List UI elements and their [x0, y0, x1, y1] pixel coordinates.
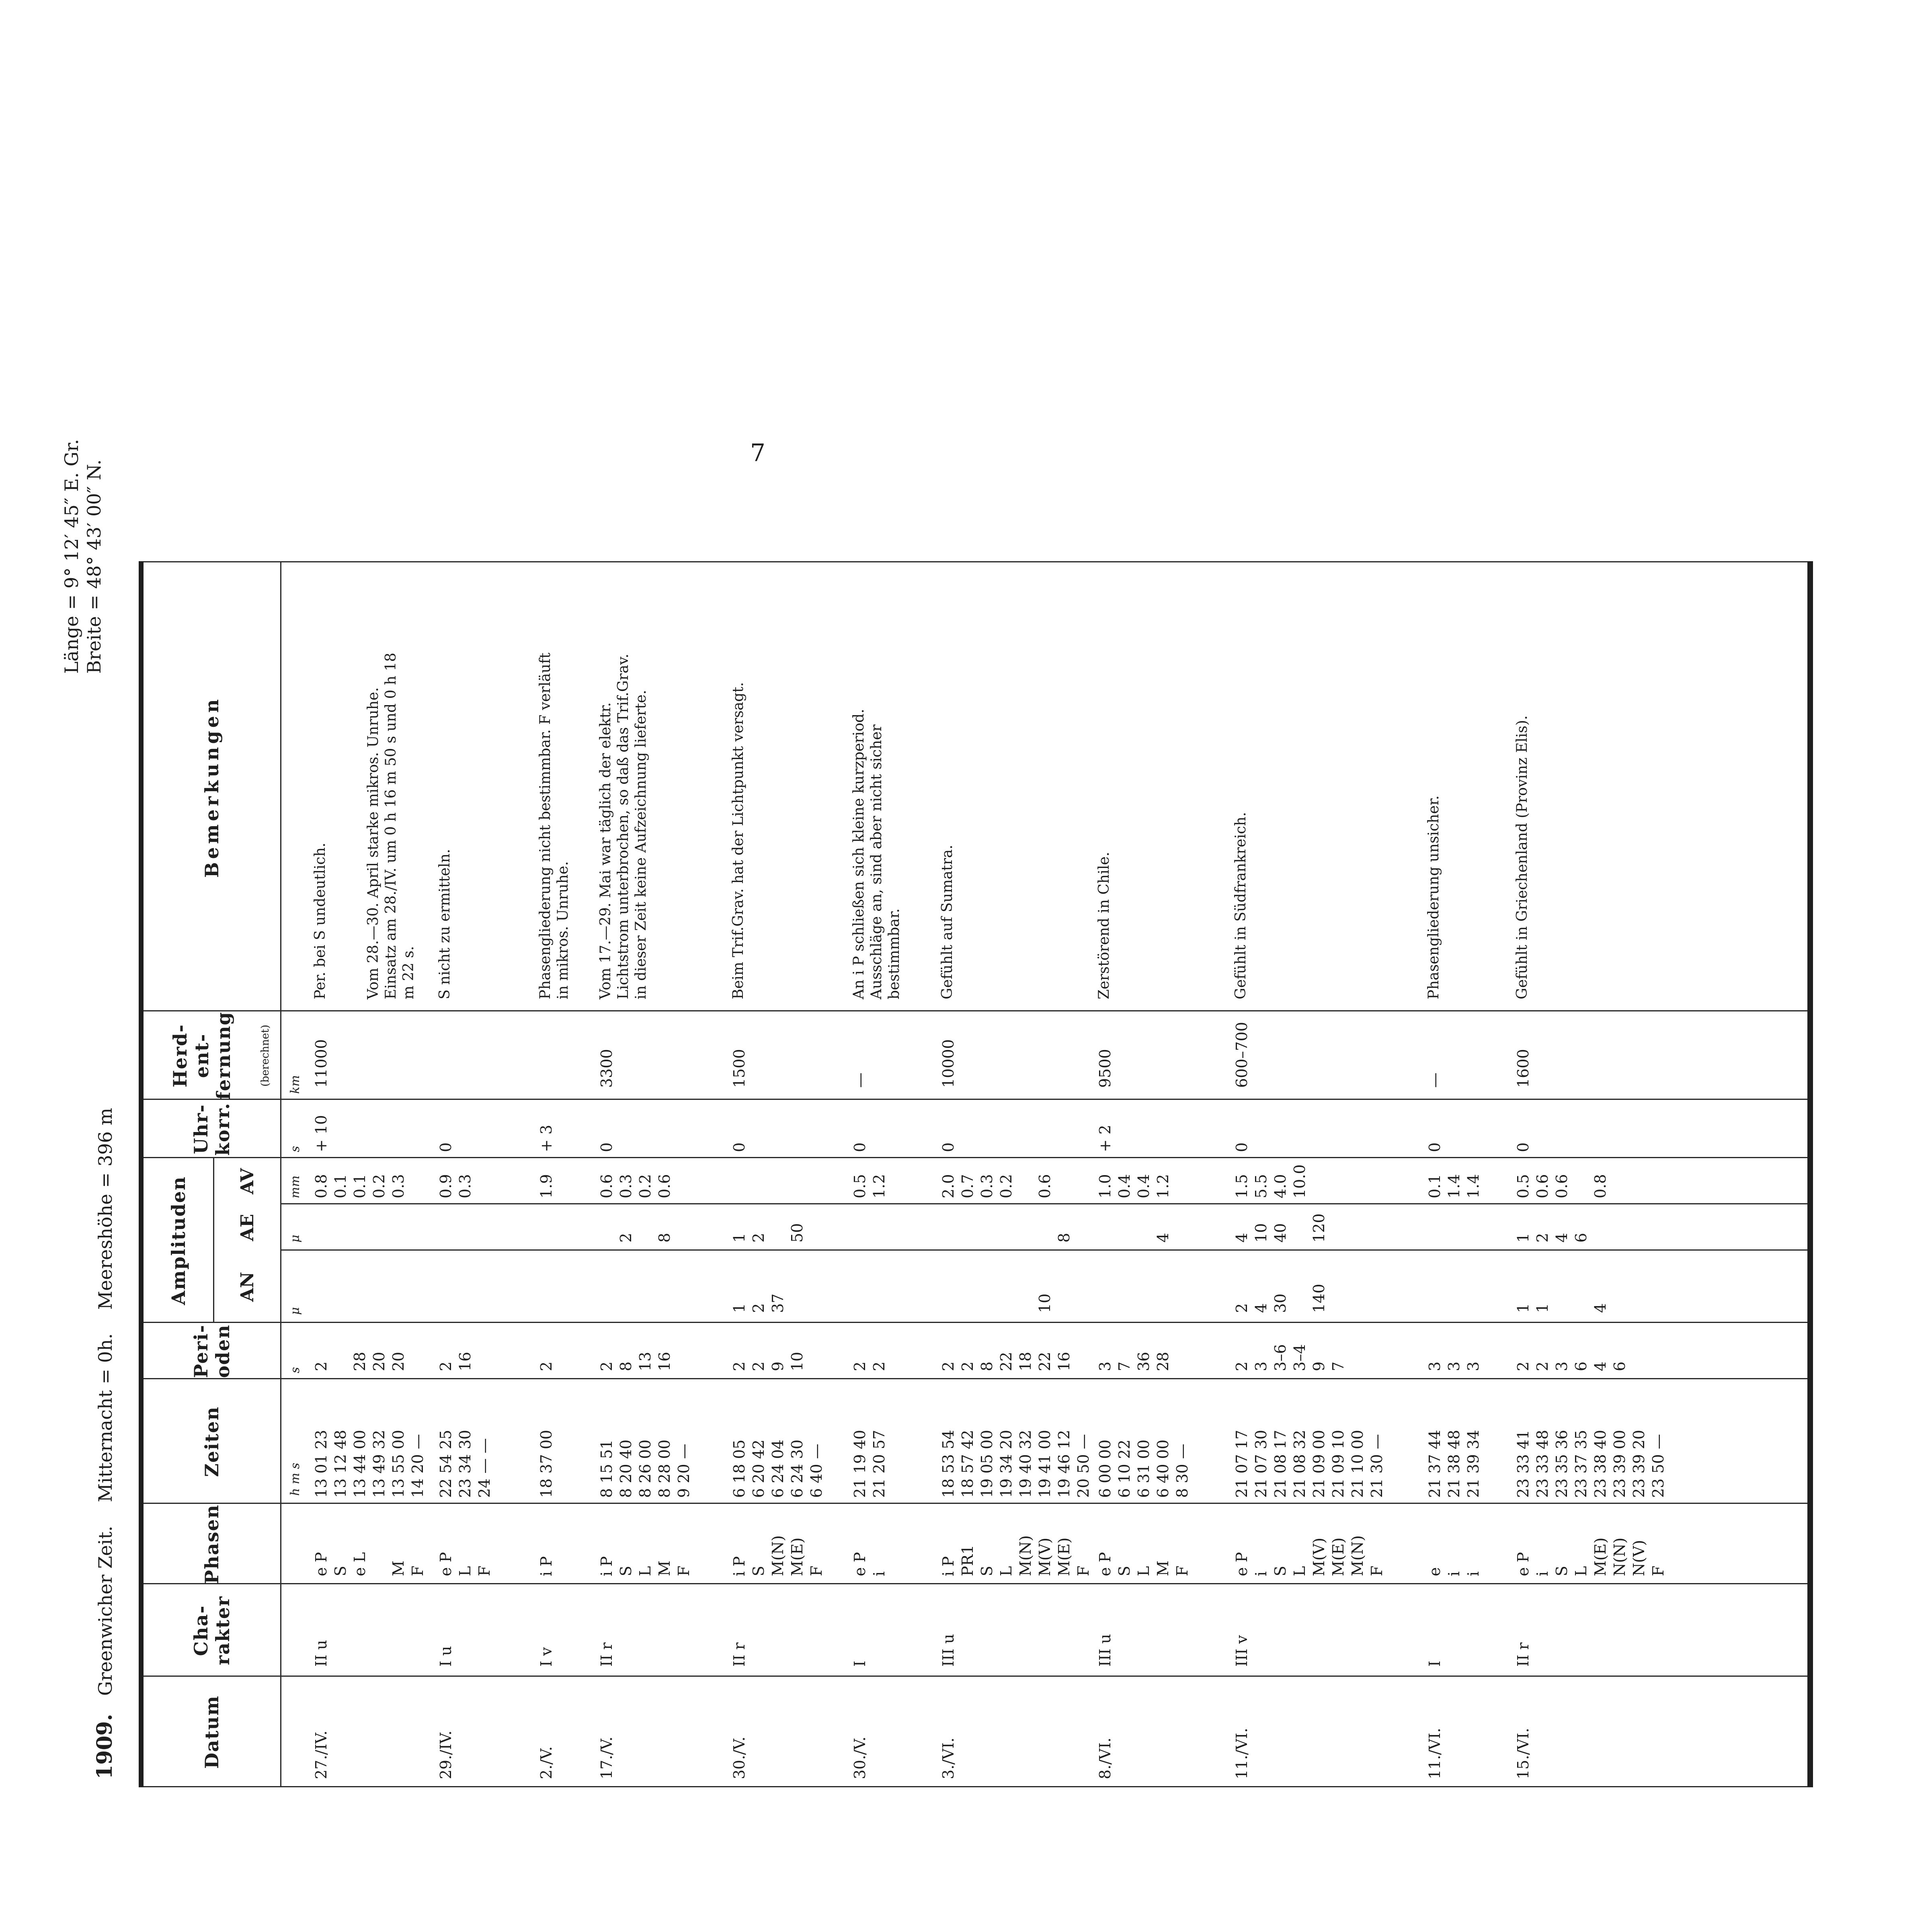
entry-perioden: 2 16 — [437, 1352, 474, 1371]
entry-a-e: 4 10 40 120 — [1233, 1213, 1328, 1243]
entry-a-n: 1 2 37 — [730, 1293, 787, 1313]
entry-phasen: i P S L M F — [598, 1556, 693, 1576]
entry-phasen: e i i — [1426, 1567, 1482, 1576]
entry-zeiten: 21 37 44 21 38 48 21 39 34 — [1426, 1430, 1482, 1498]
entry-charakter: I — [851, 1660, 869, 1667]
entry-uhr-korr: 0 — [437, 1142, 455, 1152]
entry-bemerkungen: Phasengliederung nicht bestimmbar. F verläuft in mikros. Unruhe. — [537, 652, 571, 999]
entry-bemerkungen: Vom 17.—29. Mai war täglich der elektr. Lichtstrom unterbrochen, so daß das Trif.Grav. in dieser Zeit keine Aufzeichnung lieferte. — [597, 654, 649, 999]
header-bemerkungen: Bemerkungen — [201, 696, 223, 878]
entry-herd-entfernung: 11000 — [312, 1039, 330, 1088]
units-row — [280, 561, 308, 1787]
entry-charakter: I u — [437, 1646, 455, 1667]
entry-phasen: e P i S L M(E) N(N) N(V) F — [1514, 1537, 1667, 1576]
entry-charakter: II r — [598, 1642, 615, 1667]
header-a-v: AV — [237, 1168, 258, 1195]
unit-uhr: s — [288, 1146, 302, 1152]
entry-datum: 8./VI. — [1096, 1737, 1114, 1779]
time-note: Greenwicher Zeit. — [94, 1526, 116, 1696]
unit-a-v: mm — [288, 1175, 302, 1198]
entry-perioden: 2 28 20 20 — [312, 1352, 407, 1371]
entry-zeiten: 22 54 25 23 34 30 24 — — — [437, 1430, 493, 1498]
entry-herd-entfernung: — — [1426, 1073, 1444, 1088]
entry-perioden: 3 7 36 28 — [1096, 1352, 1172, 1371]
entry-uhr-korr: + 3 — [537, 1124, 555, 1152]
entry-charakter: II r — [1514, 1642, 1532, 1667]
entry-datum: 15./VI. — [1514, 1728, 1532, 1779]
entry-a-v: 0.5 0.6 0.6 0.8 — [1514, 1174, 1609, 1198]
header-a-e: AE — [237, 1214, 258, 1241]
entry-phasen: e P S L M F — [1096, 1552, 1191, 1576]
entry-bemerkungen: Phasengliederung unsicher. — [1425, 795, 1442, 999]
entry-herd-entfernung: 600–700 — [1233, 1021, 1251, 1088]
entry-phasen: e P i — [851, 1552, 888, 1576]
entry-zeiten: 21 19 40 21 20 57 — [851, 1430, 888, 1498]
entry-datum: 30./V. — [730, 1736, 748, 1779]
entry-herd-entfernung: — — [851, 1073, 869, 1088]
entry-perioden: 2 3 3–6 3–4 9 7 — [1233, 1344, 1347, 1371]
entry-bemerkungen: An i P schließen sich kleine kurzperiod. Ausschläge an, sind aber nicht sicher bestimmbar. — [851, 709, 902, 999]
entry-datum: 29./IV. — [437, 1730, 455, 1779]
entry-bemerkungen: Gefühlt in Südfrankreich. — [1233, 812, 1249, 999]
entry-phasen: e P L F — [437, 1552, 493, 1576]
entry-uhr-korr: 0 — [730, 1142, 748, 1152]
entry-charakter: III v — [1233, 1635, 1251, 1667]
entry-phasen: e P i S L M(V) M(E) M(N) F — [1233, 1535, 1386, 1576]
entry-datum: 27./IV. — [312, 1730, 330, 1779]
entry-herd-entfernung: 3300 — [598, 1049, 615, 1088]
entry-zeiten: 6 00 00 6 10 22 6 31 00 6 40 00 8 30 — — [1096, 1439, 1191, 1498]
header-datum: Datum — [201, 1695, 223, 1769]
entry-a-v: 1.5 5.5 4.0 10.0 — [1233, 1164, 1309, 1198]
entry-uhr-korr: 0 — [851, 1142, 869, 1152]
header-zeiten: Zeiten — [201, 1406, 223, 1477]
entry-perioden: 2 — [537, 1361, 555, 1371]
table-bottom-rule — [1807, 561, 1813, 1787]
unit-herd: km — [288, 1075, 302, 1094]
entry-phasen: i P S M(N) M(E) F — [730, 1535, 825, 1576]
entry-bemerkungen: Beim Trif.Grav. hat der Lichtpunkt versagt. — [730, 682, 747, 999]
coordinates — [60, 439, 105, 674]
entry-perioden: 2 8 13 16 — [598, 1352, 673, 1371]
entry-perioden: 2 2 3 6 4 6 — [1514, 1361, 1628, 1371]
entry-a-n: 2 4 30 140 — [1233, 1284, 1328, 1313]
entry-a-e: 2 8 — [617, 1233, 673, 1243]
header-charakter: Cha- rakter — [190, 1596, 234, 1665]
header-perioden: Peri- oden — [190, 1324, 234, 1378]
entry-charakter: II u — [312, 1640, 330, 1667]
header-amplituden: Amplituden — [167, 1176, 189, 1305]
entry-datum: 30./V. — [851, 1736, 869, 1779]
entry-uhr-korr: 0 — [1426, 1142, 1444, 1152]
entry-a-e: 1 2 50 — [730, 1223, 806, 1243]
entry-a-n: 10 — [1036, 1293, 1054, 1313]
unit-zeiten: h m s — [288, 1462, 302, 1496]
entry-a-v: 2.0 0.7 0.3 0.2 0.6 — [939, 1174, 1054, 1198]
entry-a-e: 1 2 4 6 — [1514, 1233, 1590, 1243]
entry-a-v: 0.8 0.1 0.1 0.2 0.3 — [312, 1174, 407, 1198]
entry-datum: 11./VI. — [1426, 1728, 1444, 1779]
header-phasen: Phasen — [201, 1504, 223, 1584]
entry-charakter: I — [1426, 1660, 1444, 1667]
entry-a-e: 8 — [1055, 1233, 1073, 1243]
entry-zeiten: 8 15 51 8 20 40 8 26 00 8 28 00 9 20 — — [598, 1439, 693, 1498]
header-uhr: Uhr- korr. — [190, 1102, 234, 1156]
header-left — [92, 1108, 117, 1779]
entry-a-v: 0.1 1.4 1.4 — [1426, 1174, 1482, 1198]
entry-uhr-korr: 0 — [939, 1142, 957, 1152]
entry-charakter: II r — [730, 1642, 748, 1667]
midnight-note: Mitternacht = 0h. — [94, 1333, 116, 1502]
seismic-table — [139, 561, 1813, 1787]
table-top-rule — [139, 561, 144, 1787]
entry-herd-entfernung: 10000 — [939, 1039, 957, 1088]
entry-datum: 2./V. — [537, 1746, 555, 1779]
entry-zeiten: 21 07 17 21 07 30 21 08 17 21 08 32 21 09 00 21 09 10 21 10 00 21 30 — — [1233, 1430, 1386, 1498]
entry-perioden: 2 2 9 10 — [730, 1352, 806, 1371]
entry-perioden: 2 2 8 22 18 22 16 — [939, 1352, 1073, 1371]
entry-zeiten: 18 53 54 18 57 42 19 05 00 19 34 20 19 40 32 19 41 00 19 46 12 20 50 — — [939, 1430, 1092, 1498]
entry-zeiten: 18 37 00 — [537, 1430, 555, 1498]
entry-uhr-korr: + 2 — [1096, 1124, 1114, 1152]
rotated-page — [0, 439, 1932, 1932]
entry-a-e: 4 — [1154, 1233, 1172, 1243]
entry-zeiten: 6 18 05 6 20 42 6 24 04 6 24 30 6 40 — — [730, 1439, 825, 1498]
latitude: Breite = 48° 43′ 00″ N. — [83, 459, 105, 674]
entry-charakter: III u — [939, 1634, 957, 1667]
entry-a-v: 0.9 0.3 — [437, 1174, 474, 1198]
entry-a-v: 0.6 0.3 0.2 0.6 — [598, 1174, 673, 1198]
elevation: Meereshöhe = 396 m — [94, 1108, 116, 1310]
entry-perioden: 3 3 3 — [1426, 1361, 1482, 1371]
entry-a-v: 1.9 — [537, 1174, 555, 1198]
entry-a-n: 1 1 4 — [1514, 1303, 1609, 1313]
longitude: Länge = 9° 12′ 45″ E. Gr. — [61, 439, 82, 674]
entry-zeiten: 13 01 23 13 12 48 13 44 00 13 49 32 13 55 00 14 20 — — [312, 1430, 427, 1498]
header-herd-sub: (berechnet) — [259, 1024, 271, 1087]
entry-uhr-korr: + 10 — [312, 1115, 330, 1152]
entry-bemerkungen: Zerstörend in Chile. — [1096, 852, 1112, 999]
entry-datum: 3./VI. — [939, 1737, 957, 1779]
unit-a-n: μ — [288, 1307, 302, 1315]
header-herd: Herd- ent- fernung — [169, 1011, 234, 1100]
entry-uhr-korr: 0 — [598, 1142, 615, 1152]
entry-uhr-korr: 0 — [1514, 1142, 1532, 1152]
entry-herd-entfernung: 1600 — [1514, 1049, 1532, 1088]
entry-uhr-korr: 0 — [1233, 1142, 1251, 1152]
entry-datum: 17./V. — [598, 1736, 615, 1779]
entry-bemerkungen: Gefühlt auf Sumatra. — [939, 845, 956, 999]
header-a-n: AN — [237, 1272, 258, 1302]
entry-bemerkungen: S nicht zu ermitteln. — [437, 849, 453, 999]
unit-a-e: μ — [288, 1235, 302, 1243]
entry-bemerkungen: Gefühlt in Griechenland (Provinz Elis). — [1514, 715, 1530, 999]
page-header — [60, 439, 133, 1779]
entry-phasen: i P — [537, 1556, 555, 1576]
entry-charakter: I v — [537, 1647, 555, 1667]
entry-charakter: III u — [1096, 1634, 1114, 1667]
page-number: 7 — [750, 439, 766, 467]
unit-perioden: s — [288, 1367, 302, 1373]
entry-zeiten: 23 33 41 23 33 48 23 35 36 23 37 35 23 38 40 23 39 00 23 39 20 23 50 — — [1514, 1430, 1667, 1498]
entry-phasen: i P PR1 S L M(N) M(V) M(E) F — [939, 1535, 1092, 1576]
entry-phasen: e P S e L M F — [312, 1552, 427, 1576]
entry-a-v: 0.5 1.2 — [851, 1174, 888, 1198]
entry-datum: 11./VI. — [1233, 1728, 1251, 1779]
entry-bemerkungen: Per. bei S undeutlich. Vom 28.—30. April starke mikros. Unruhe. Einsatz am 28./IV. um 0 h 16 m 50 s und 0 h 18 m 22 s. — [312, 652, 417, 999]
entry-herd-entfernung: 1500 — [730, 1049, 748, 1088]
entry-a-v: 1.0 0.4 0.4 1.2 — [1096, 1174, 1172, 1198]
entry-herd-entfernung: 9500 — [1096, 1049, 1114, 1088]
year: 1909. — [92, 1714, 117, 1779]
entry-perioden: 2 2 — [851, 1361, 888, 1371]
